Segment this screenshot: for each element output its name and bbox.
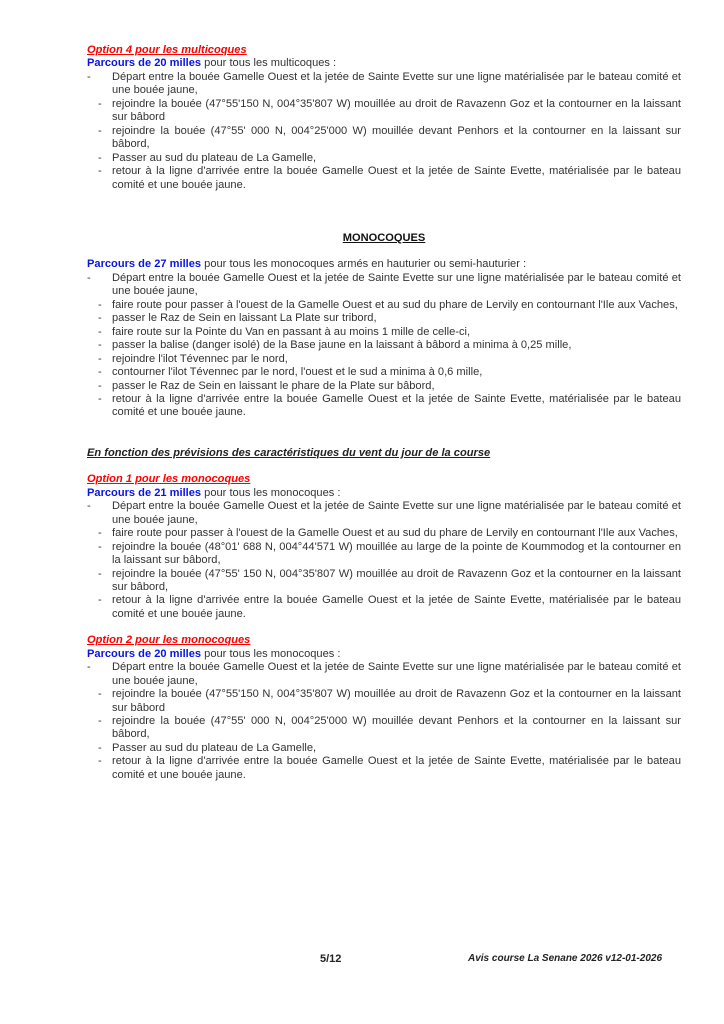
course-distance-suffix: pour tous les multicoques : bbox=[201, 57, 337, 70]
list-item-text: rejoindre la bouée (47°55'150 N, 004°35'807 W) mouillée au droit de Ravazenn Goz et la contourner en la laissant sur bâbord bbox=[112, 688, 681, 714]
section-heading: MONOCOQUES bbox=[342, 231, 426, 244]
course-distance-suffix: pour tous les monocoques armés en hauturier ou semi-hauturier : bbox=[201, 258, 527, 271]
list-item-text: Départ entre la bouée Gamelle Ouest et la jetée de Sainte Evette sur une ligne matérialisée par le bateau comité et une bouée jaune, bbox=[112, 70, 681, 97]
course-distance-line bbox=[87, 258, 681, 271]
list-item bbox=[87, 742, 681, 755]
list-item-text: faire route sur la Pointe du Van en passant à au moins 1 mille de celle-ci, bbox=[112, 325, 471, 338]
list-item-text: rejoindre la bouée (47°55' 000 N, 004°25'000 W) mouillée devant Penhors et la contourner en la laissant sur bâbord, bbox=[112, 124, 681, 151]
option-title: Option 1 pour les monocoques bbox=[87, 473, 251, 486]
list-item bbox=[87, 98, 681, 125]
list-item bbox=[87, 380, 681, 393]
bullet-dash: - bbox=[98, 540, 102, 553]
bullet-dash: - bbox=[98, 567, 102, 580]
bullet-dash: - bbox=[98, 325, 102, 338]
page-number: 5/12 bbox=[320, 953, 342, 965]
list-item bbox=[87, 661, 681, 688]
list-item bbox=[87, 353, 681, 366]
list-item bbox=[87, 299, 681, 312]
bullet-dash: - bbox=[98, 366, 102, 379]
section-monocoques bbox=[87, 232, 681, 420]
list-item bbox=[87, 71, 681, 98]
bullet-dash: - bbox=[98, 97, 102, 110]
course-steps-list bbox=[87, 661, 681, 782]
course-distance: Parcours de 27 milles bbox=[87, 258, 202, 271]
list-item-text: Départ entre la bouée Gamelle Ouest et la jetée de Sainte Evette sur une ligne matérialisée par le bateau comité et une bouée jaune, bbox=[112, 661, 681, 687]
section-monocoques-option-1 bbox=[87, 473, 681, 621]
course-steps-list bbox=[87, 272, 681, 420]
list-item bbox=[87, 272, 681, 299]
bullet-dash: - bbox=[87, 70, 91, 83]
footer-document-title: Avis course La Senane 2026 v12-01-2026 bbox=[468, 953, 663, 964]
bullet-dash: - bbox=[98, 741, 102, 754]
bullet-dash: - bbox=[98, 124, 102, 137]
list-item-text: rejoindre la bouée (47°55' 000 N, 004°25'000 W) mouillée devant Penhors et la contourner en la laissant sur bâbord, bbox=[112, 715, 681, 741]
bullet-dash: - bbox=[98, 527, 102, 540]
list-item bbox=[87, 594, 681, 621]
list-item bbox=[87, 568, 681, 595]
list-item bbox=[87, 755, 681, 782]
course-distance: Parcours de 20 milles bbox=[87, 647, 202, 660]
list-item-text: Départ entre la bouée Gamelle Ouest et la jetée de Sainte Evette sur une ligne matérialisée par le bateau comité et une bouée jaune, bbox=[112, 500, 681, 526]
list-item-text: retour à la ligne d'arrivée entre la bouée Gamelle Ouest et la jetée de Sainte Evette, matérialisée par le bateau comité et une bouée jaune. bbox=[112, 755, 681, 781]
list-item bbox=[87, 165, 681, 192]
bullet-dash: - bbox=[98, 352, 102, 365]
section-multicoques-option-4 bbox=[87, 44, 681, 192]
bullet-dash: - bbox=[98, 594, 102, 607]
bullet-dash: - bbox=[87, 661, 91, 674]
list-item bbox=[87, 125, 681, 152]
course-distance: Parcours de 20 milles bbox=[87, 57, 202, 70]
list-item bbox=[87, 393, 681, 420]
list-item bbox=[87, 527, 681, 540]
course-steps-list bbox=[87, 71, 681, 192]
bullet-dash: - bbox=[98, 339, 102, 352]
course-steps-list bbox=[87, 500, 681, 621]
list-item-text: rejoindre la bouée (47°55'150 N, 004°35'807 W) mouillée au droit de Ravazenn Goz et la contourner en la laissant sur bâbord bbox=[112, 97, 681, 124]
list-item bbox=[87, 715, 681, 742]
list-item-text: rejoindre la bouée (47°55' 150 N, 004°35'807 W) mouillée au droit de Ravazenn Goz et la contourner en la laissant sur bâbord, bbox=[112, 567, 681, 593]
bullet-dash: - bbox=[98, 151, 102, 164]
list-item-text: faire route pour passer à l'ouest de la Gamelle Ouest et au sud du phare de Lervily en contournant l'Ile aux Vaches, bbox=[112, 527, 678, 540]
bullet-dash: - bbox=[98, 312, 102, 325]
course-distance-suffix: pour tous les monocoques : bbox=[201, 486, 341, 499]
list-item-text: faire route pour passer à l'ouest de la Gamelle Ouest et au sud du phare de Lervily en contournant l'Ile aux Vaches, bbox=[112, 298, 678, 311]
list-item bbox=[87, 541, 681, 568]
list-item bbox=[87, 339, 681, 352]
course-distance-suffix: pour tous les monocoques : bbox=[201, 647, 341, 660]
bullet-dash: - bbox=[98, 392, 102, 405]
list-item-text: passer le Raz de Sein en laissant La Plate sur tribord, bbox=[112, 312, 377, 325]
list-item bbox=[87, 366, 681, 379]
list-item-text: contourner l'ilot Tévennec par le nord, l'ouest et le sud a minima à 0,6 mille, bbox=[112, 366, 483, 379]
course-distance-line bbox=[87, 487, 681, 500]
bullet-dash: - bbox=[98, 715, 102, 728]
bullet-dash: - bbox=[98, 165, 102, 178]
bullet-dash: - bbox=[98, 298, 102, 311]
list-item-text: Passer au sud du plateau de La Gamelle, bbox=[112, 741, 317, 754]
list-item-text: retour à la ligne d'arrivée entre la bouée Gamelle Ouest et la jetée de Sainte Evette, matérialisée par le bateau comité et une bouée jaune. bbox=[112, 392, 681, 419]
list-item-text: passer la balise (danger isolé) de la Base jaune en la laissant à bâbord a minima à 0,25 mille, bbox=[112, 339, 572, 352]
bullet-dash: - bbox=[98, 379, 102, 392]
list-item-text: retour à la ligne d'arrivée entre la bouée Gamelle Ouest et la jetée de Sainte Evette, matérialisée par le bateau comité et une bouée jaune. bbox=[112, 594, 681, 620]
list-item bbox=[87, 688, 681, 715]
list-item-text: rejoindre la bouée (48°01' 688 N, 004°44'571 W) mouillée au large de la pointe de Koummodog et la contourner en la laissant sur bâbord, bbox=[112, 540, 681, 567]
document-page bbox=[87, 44, 681, 782]
list-item bbox=[87, 326, 681, 339]
list-item bbox=[87, 500, 681, 527]
wind-conditions-heading: En fonction des prévisions des caractéristiques du vent du jour de la course bbox=[87, 446, 491, 459]
course-distance-line bbox=[87, 57, 681, 70]
bullet-dash: - bbox=[98, 755, 102, 768]
bullet-dash: - bbox=[87, 271, 91, 284]
option-title: Option 2 pour les monocoques bbox=[87, 634, 251, 647]
section-monocoques-option-2 bbox=[87, 634, 681, 782]
list-item-text: rejoindre l'ilot Tévennec par le nord, bbox=[112, 352, 288, 365]
list-item-text: retour à la ligne d'arrivée entre la bouée Gamelle Ouest et la jetée de Sainte Evette, matérialisée par le bateau comité et une bouée jaune. bbox=[112, 165, 681, 191]
list-item-text: Passer au sud du plateau de La Gamelle, bbox=[112, 151, 317, 164]
bullet-dash: - bbox=[98, 688, 102, 701]
list-item-text: Départ entre la bouée Gamelle Ouest et la jetée de Sainte Evette sur une ligne matérialisée par le bateau comité et une bouée jaune, bbox=[112, 271, 681, 298]
list-item bbox=[87, 152, 681, 165]
list-item-text: passer le Raz de Sein en laissant le phare de la Plate sur bâbord, bbox=[112, 379, 435, 392]
list-item bbox=[87, 312, 681, 325]
course-distance-line bbox=[87, 648, 681, 661]
course-distance: Parcours de 21 milles bbox=[87, 486, 202, 499]
bullet-dash: - bbox=[87, 500, 91, 513]
option-title: Option 4 pour les multicoques bbox=[87, 44, 247, 56]
